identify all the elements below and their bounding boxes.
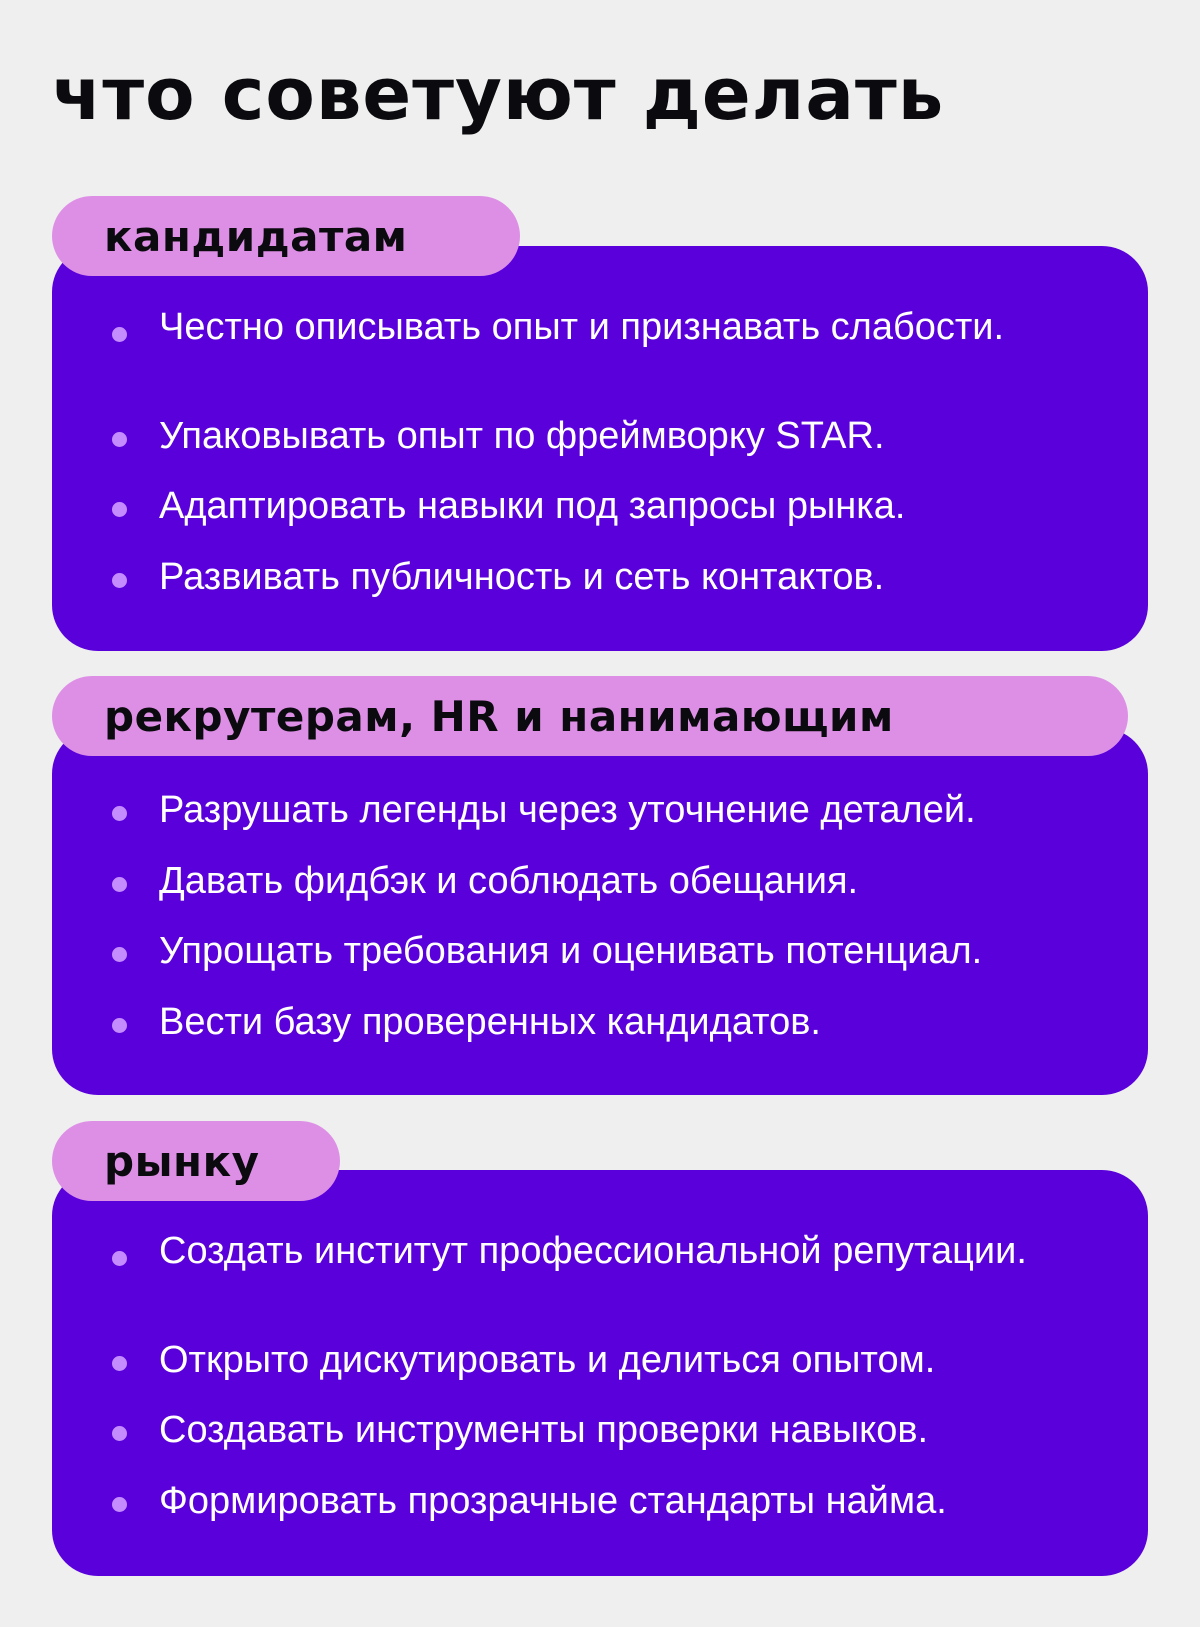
section-label-recruiters: рекрутерам, HR и нанимающим [52, 676, 1128, 756]
bullet-icon [112, 1426, 127, 1441]
list-item-text: Упаковывать опыт по фреймворку STAR. [159, 415, 885, 457]
bullet-icon [112, 432, 127, 447]
bullet-icon [112, 877, 127, 892]
section-label-market: рынку [52, 1121, 340, 1201]
bullet-icon [112, 1018, 127, 1033]
bullet-icon [112, 1497, 127, 1512]
list-item-text: Открыто дискутировать и делиться опытом. [159, 1339, 936, 1381]
list-item-text: Адаптировать навыки под запросы рынка. [159, 485, 906, 527]
bullet-icon [112, 1356, 127, 1371]
bullet-icon [112, 573, 127, 588]
section-label-candidates: кандидатам [52, 196, 520, 276]
bullet-icon [112, 806, 127, 821]
page-title: что советуют делать [52, 52, 945, 136]
list-item-text: Вести базу проверенных кандидатов. [159, 1001, 821, 1043]
bullet-icon [112, 947, 127, 962]
list-item-text: Честно описывать опыт и признавать слабости. [159, 306, 1005, 348]
list-item-text: Создавать инструменты проверки навыков. [159, 1409, 929, 1451]
list-item-text: Развивать публичность и сеть контактов. [159, 556, 885, 598]
bullet-icon [112, 502, 127, 517]
list-item-text: Упрощать требования и оценивать потенциал. [159, 930, 983, 972]
bullet-icon [112, 1251, 127, 1266]
list-item-text: Создать институт профессиональной репутации. [159, 1230, 1027, 1272]
list-item-text: Формировать прозрачные стандарты найма. [159, 1480, 947, 1522]
list-item-text: Разрушать легенды через уточнение деталей. [159, 789, 976, 831]
bullet-icon [112, 327, 127, 342]
list-item-text: Давать фидбэк и соблюдать обещания. [159, 860, 859, 902]
